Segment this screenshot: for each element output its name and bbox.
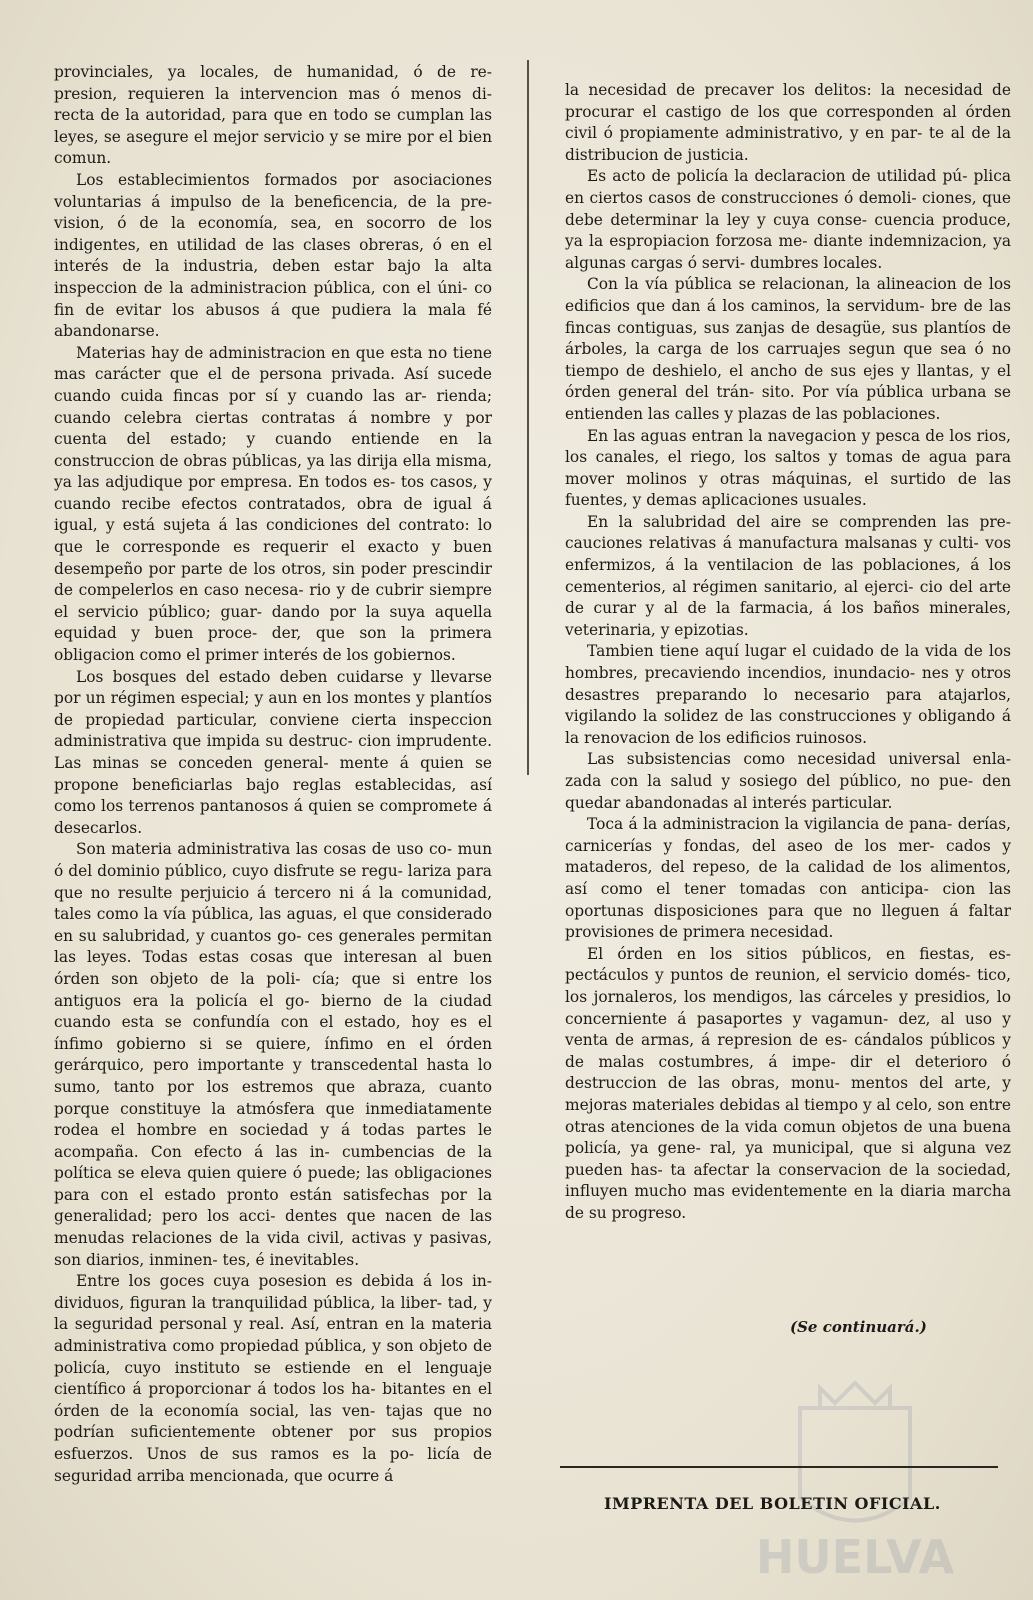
paragraph: Los bosques del estado deben cuidarse y llevarse por un régimen especial; y aun en los montes y plantíos de propiedad particular, conviene cierta inspeccion administrativa que impida su destruc- cion imprudente. Las minas se conceden general- mente á quien se propone beneficiarlas bajo reglas establecidas, así como los terrenos pantanosos á quien se compromete á desecarlos.	[54, 667, 492, 837]
paragraph: Son materia administrativa las cosas de uso co- mun ó del dominio público, cuyo disfrute se regu- lariza para que no resulte perjuicio á tercero ni á la comunidad, tales como la vía pública, las aguas, el que considerado en su salubridad, y cuantos go- ces generales permitan las leyes. Todas estas cosas que interesan al buen órden son objeto de la poli- cía; que si entre los antiguos era la policía el go- bierno de la ciudad cuando esta se confundía con el estado, hoy es el ínfimo gobierno si se quiere, ínfimo en el órden gerárquico, pero importante y transcedental hasta lo sumo, tanto por los estremos que abraza, cuanto porque constituye la atmósfera que inmediatamente rodea el hombre en sociedad y á todas partes le acompaña. Con efecto á las in- cumbencias de la política se eleva quien quiere ó puede; las obligaciones para con el estado pronto están satisfechas por la generalidad; pero los acci- dentes que nacen de las menudas relaciones de la vida civil, activas y pasivas, son diarios, inminen- tes, é inevitables.	[54, 840, 492, 1269]
paragraph: Tambien tiene aquí lugar el cuidado de la vida de los hombres, precaviendo incendios, inundacio- nes y otros desastres preparando lo necesario para atajarlos, vigilando la solidez de las construcciones y obligando á la renovacion de los edificios ruinosos.	[565, 642, 1011, 747]
paragraph: Toca á la administracion la vigilancia de pana- derías, carnicerías y fondas, del aseo de los mer- cados y mataderos, del repeso, de la calidad de los alimentos, así como el tener tomadas con anticipa- cion las oportunas disposiciones para que no lleguen á faltar provisiones de primera necesidad.	[565, 815, 1011, 942]
paragraph: Las subsistencias como necesidad universal enla- zada con la salud y sosiego del público, no pue- den quedar abandonadas al interés particular.	[565, 750, 1011, 812]
paragraph: Los establecimientos formados por asociaciones voluntarias á impulso de la beneficencia, de la pre- vision, ó de la economía, sea, en socorro de los indigentes, en utilidad de las clases obreras, ó en el interés de la industria, deben estar bajo la alta inspeccion de la administracion pública, con el úni- co fin de evitar los abusos á que pudiera la mala fé abandonarse.	[54, 170, 492, 341]
continuation-note: (Se continuará.)	[790, 1318, 927, 1336]
imprint-rule	[560, 1466, 998, 1468]
column-divider	[527, 60, 529, 775]
paragraph: Materias hay de administracion en que esta no tiene mas carácter que el de persona privada. Así sucede cuando cuida fincas por sí y cuando las ar- rienda; cuando celebra ciertas contratas á nombre y por cuenta del estado; y cuando entiende en la construccion de obras públicas, ya las dirija ella misma, ya las adjudique por empresa. En todos es- tos casos, y cuando recibe efectos contratados, obra de igual á igual, y está sujeta á las condiciones del contrato: lo que le corresponde es requerir el exacto y buen desempeño por parte de los otros, sin poder prescindir de compelerlos en caso necesa- rio y de cubrir siempre el servicio público; guar- dando por la suya aquella equidad y buen proce- der, que son la primera obligacion como el primer interés de los gobiernos.	[54, 343, 492, 665]
left-column	[54, 62, 492, 1487]
imprint-line: IMPRENTA DEL BOLETIN OFICIAL.	[604, 1494, 941, 1513]
paragraph: En las aguas entran la navegacion y pesca de los rios, los canales, el riego, los saltos y tomas de agua para mover molinos y otras máquinas, el surtido de las fuentes, y demas aplicaciones usuales.	[565, 426, 1011, 510]
watermark-text: HUELVA	[755, 1530, 955, 1584]
paragraph: Con la vía pública se relacionan, la alineacion de los edificios que dan á los caminos, la servidum- bre de las fincas contiguas, sus zanjas de desagüe, sus plantíos de árboles, la carga de los carruajes segun que sea ó no tiempo de deshielo, el ancho de sus ejes y llantas, y el órden general del trán- sito. Por vía pública urbana se entienden las calles y plazas de las poblaciones.	[565, 275, 1011, 423]
paragraph: El órden en los sitios públicos, en fiestas, es- pectáculos y puntos de reunion, el servicio domés- tico, los jornaleros, los mendigos, las cárceles y presidios, lo concerniente á pasaportes y vagamun- dez, al uso y venta de armas, á represion de es- cándalos públicos y de malas costumbres, á impe- dir el deterioro ó destruccion de las obras, monu- mentos del arte, y mejoras materiales debidas al tiempo y al celo, son entre otras atenciones de la vida comun objetos de una buena policía, ya gene- ral, ya municipal, que si alguna vez pueden has- ta afectar la conservacion de la sociedad, influyen mucho mas evidentemente en la diaria marcha de su progreso.	[565, 944, 1011, 1222]
paragraph: Entre los goces cuya posesion es debida á los in- dividuos, figuran la tranquilidad pública, la liber- tad, y la seguridad personal y real. Así, entran en la materia administrativa como propiedad pública, y son objeto de policía, cuyo instituto se estiende en el lenguaje científico á proporcionar á todos los ha- bitantes en el órden de la economía social, las ven- tajas que no podrían suficientemente obtener por sus propios esfuerzos. Unos de sus ramos es la po- licía de seguridad arriba mencionada, que ocurre á	[54, 1272, 492, 1485]
right-column	[565, 80, 1011, 1224]
crown-icon	[820, 1383, 890, 1408]
paragraph: Es acto de policía la declaracion de utilidad pú- plica en ciertos casos de construcciones ó demoli- ciones, que debe determinar la ley y cuya conse- cuencia produce, ya la espropiacion forzosa me- diante indemnizacion, ya algunas cargas ó servi- dumbres locales.	[565, 167, 1011, 272]
paragraph: la necesidad de precaver los delitos: la necesidad de procurar el castigo de los que corresponden al órden civil ó propiamente administrativo, y en par- te al de la distribucion de justicia.	[565, 81, 1011, 164]
paragraph: provinciales, ya locales, de humanidad, ó de re- presion, requieren la intervencion mas ó menos di- recta de la autoridad, para que en todo se cumplan las leyes, se asegure el mejor servicio y se mire por el bien comun.	[54, 63, 492, 168]
library-watermark	[740, 1368, 970, 1588]
paragraph: En la salubridad del aire se comprenden las pre- cauciones relativas á manufactura malsanas y culti- vos enfermizos, á la ventilacion de las poblaciones, á los cementerios, al régimen sanitario, al ejerci- cio del arte de curar y al de la farmacia, á los baños minerales, veterinaria, y epizotias.	[565, 512, 1011, 639]
